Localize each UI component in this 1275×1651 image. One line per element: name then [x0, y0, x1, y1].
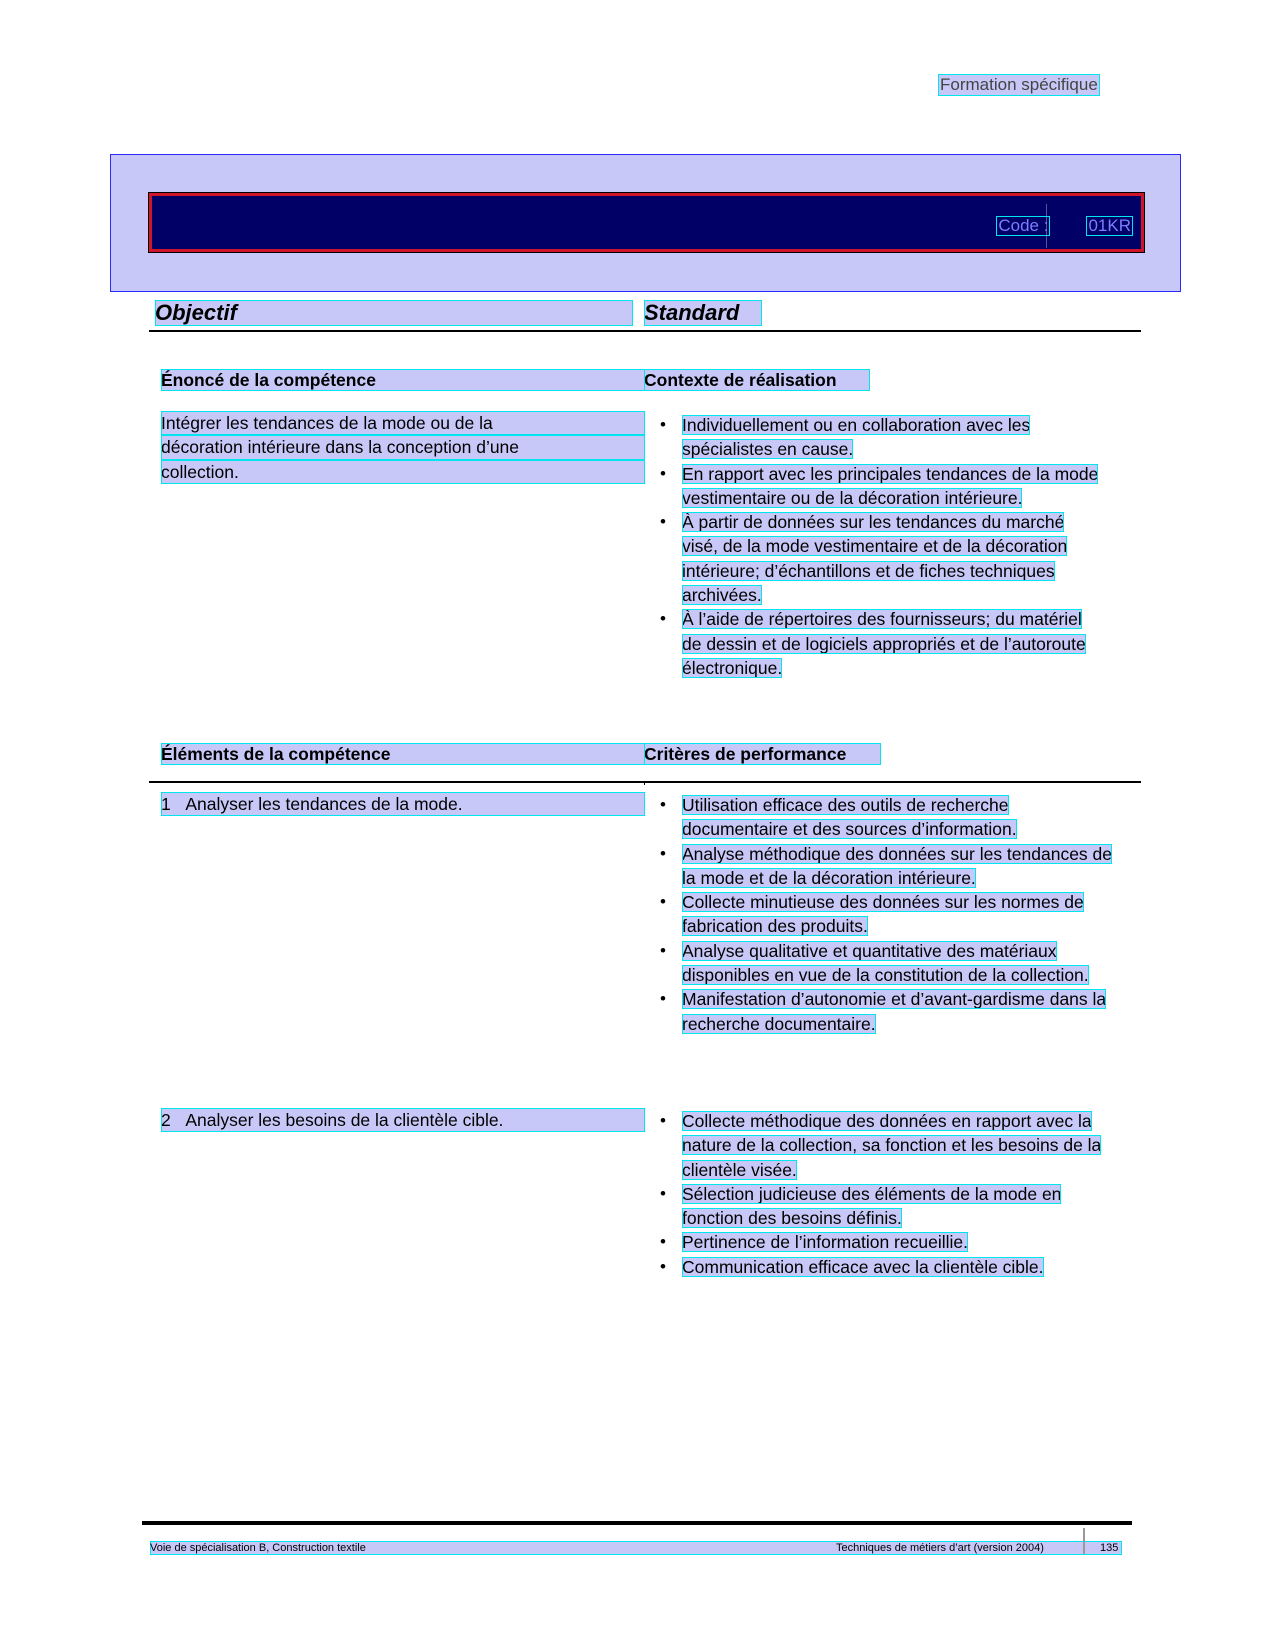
code-label: Code : [998, 216, 1049, 235]
criterion-item: • Sélection judicieuse des éléments de la mode en fonction des besoins définis. [658, 1182, 1120, 1231]
competence-statement [161, 411, 645, 484]
footer-right-text: Techniques de métiers d’art (version 2004) [836, 1542, 1044, 1554]
footer-rule [142, 1521, 1132, 1525]
criterion-item: • Collecte minutieuse des données sur les normes de fabrication des produits. [658, 890, 1118, 939]
criterion-item: • Collecte méthodique des données en rapport avec la nature de la collection, sa fonction et les besoins de la clientèle visée. [658, 1109, 1120, 1182]
element-number: 2 [161, 1110, 171, 1130]
element-2 [161, 1108, 645, 1132]
criteria-list-2 [658, 1109, 1120, 1279]
code-value: 01KR [1088, 216, 1131, 235]
contexte-heading: Contexte de réalisation [644, 369, 870, 391]
element-number: 1 [161, 794, 171, 814]
competency-title-bar [149, 193, 1144, 252]
contexte-item: • À partir de données sur les tendances du marché visé, de la mode vestimentaire et de la décoration intérieure; d’échantillons et de fiches techniques archivées. [658, 510, 1103, 607]
criterion-item: • Manifestation d’autonomie et d’avant-gardisme dans la recherche documentaire. [658, 987, 1118, 1036]
column-title-objectif: Objectif [155, 300, 633, 326]
criterion-item: • Analyse qualitative et quantitative des matériaux disponibles en vue de la constitution de la collection. [658, 939, 1118, 988]
competence-heading: Énoncé de la compétence [161, 369, 645, 391]
divider-rule [149, 330, 1141, 332]
contexte-item: • En rapport avec les principales tendances de la mode vestimentaire ou de la décoration intérieure. [658, 462, 1103, 511]
competency-code [996, 216, 1133, 236]
contexte-list [658, 413, 1103, 680]
competence-line: collection. [161, 460, 645, 484]
criterion-item: • Communication efficace avec la clientèle cible. [658, 1255, 1120, 1279]
running-header: Formation spécifique [940, 75, 1098, 94]
competence-line: Intégrer les tendances de la mode ou de la [161, 411, 645, 435]
criteria-list-1 [658, 793, 1118, 1036]
footer-left-text: Voie de spécialisation B, Construction textile [150, 1542, 366, 1554]
criteres-heading: Critères de performance [644, 743, 881, 765]
contexte-item: • À l’aide de répertoires des fournisseurs; du matériel de dessin et de logiciels appropriés et de l’autoroute électronique. [658, 607, 1103, 680]
criterion-item: • Analyse méthodique des données sur les tendances de la mode et de la décoration intérieure. [658, 842, 1118, 891]
contexte-item: • Individuellement ou en collaboration avec les spécialistes en cause. [658, 413, 1103, 462]
element-1 [161, 792, 645, 816]
element-label: Analyser les besoins de la clientèle cible. [185, 1110, 504, 1130]
footer-separator [1083, 1528, 1085, 1554]
competence-line: décoration intérieure dans la conception d’une [161, 435, 645, 459]
criterion-item: • Utilisation efficace des outils de recherche documentaire et des sources d’information. [658, 793, 1118, 842]
page-number: 135 [1100, 1542, 1119, 1554]
column-tick [644, 781, 645, 785]
criterion-item: • Pertinence de l’information recueillie. [658, 1230, 1120, 1254]
elements-heading: Éléments de la compétence [161, 743, 645, 765]
column-title-standard: Standard [644, 300, 762, 326]
divider-rule [149, 781, 1141, 783]
element-label: Analyser les tendances de la mode. [185, 794, 463, 814]
